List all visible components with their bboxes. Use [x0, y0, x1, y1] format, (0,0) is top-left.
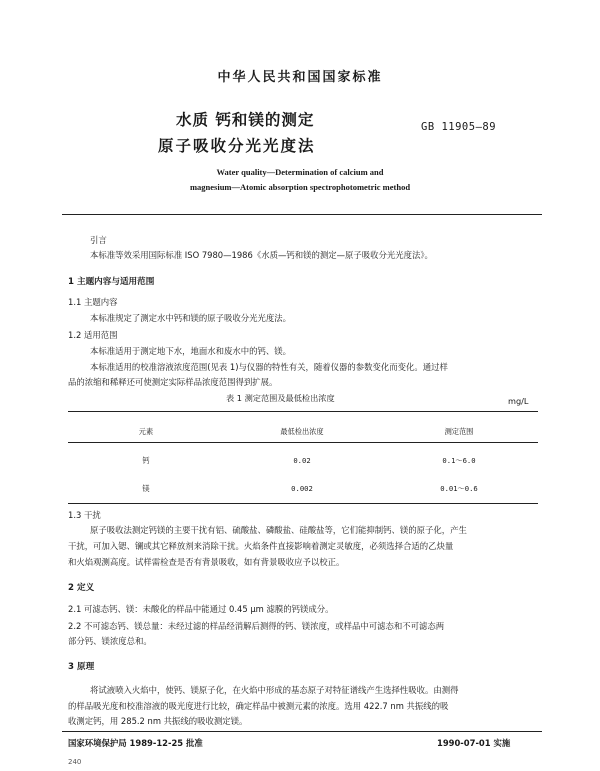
document-title-line1: 水质 钙和镁的测定: [176, 111, 315, 129]
section1-1-heading: 1.1 主题内容: [68, 297, 118, 307]
footer-divider: [62, 731, 542, 732]
table-cell: 0.1～6.0: [442, 456, 476, 465]
table1-header-range: 测定范围: [444, 427, 474, 436]
section1-3-line2: 干扰，可加入锶、镧或其它释放剂来消除干扰。火焰条件直接影响着测定灵敏度，必须选择合适的乙炔量: [68, 541, 454, 551]
intro-heading: 引言: [90, 235, 107, 245]
table1-header-element: 元素: [138, 427, 154, 436]
section1-2-heading: 1.2 适用范围: [68, 330, 118, 340]
section1-3-heading: 1.3 干扰: [68, 510, 101, 520]
section1-3-line1: 原子吸收法测定钙镁的主要干扰有铝、硫酸盐、磷酸盐、硅酸盐等，它们能抑制钙、镁的原子化，产生: [90, 525, 467, 535]
section3-line1: 将试液喷入火焰中，使钙、镁原子化，在火焰中形成的基态原子对特征谱线产生选择性吸收。由测得: [90, 685, 459, 695]
section2-heading: 2 定义: [68, 583, 95, 593]
section1-2-text2-line2: 品的浓缩和稀释还可使测定实际样品浓度范围得到扩展。: [68, 377, 278, 387]
section1-heading: 1 主题内容与适用范围: [68, 277, 155, 287]
section3-line3: 收测定钙，用 285.2 nm 共振线的吸收测定镁。: [68, 716, 248, 726]
country-standard-heading: 中华人民共和国国家标准: [217, 70, 383, 85]
header-divider: [62, 214, 542, 215]
table-cell: 0.02: [293, 456, 311, 465]
table-cell: 0.002: [291, 484, 313, 493]
table1-bottom-rule: [68, 503, 538, 504]
table1-header-rule: [68, 442, 538, 443]
section2-def2-line1: 2.2 不可滤态钙、镁总量：未经过滤的样品经消解后测得的钙、镁浓度，或样品中可滤态和不可滤态两: [68, 621, 445, 631]
english-title-line1: Water quality—Determination of calcium and: [216, 167, 384, 177]
section1-3-line3: 和火焰观测高度。试样需检查是否有背景吸收，如有背景吸收应予以校正。: [68, 557, 345, 567]
implementation-date: 1990-07-01 实施: [437, 738, 511, 748]
approval-date: 国家环境保护局 1989-12-25 批准: [68, 738, 203, 748]
table1-title: 表 1 测定范围及最低检出浓度: [226, 393, 335, 403]
intro-text: 本标准等效采用国际标准 ISO 7980—1986《水质—钙和镁的测定—原子吸收分光光度法》。: [90, 250, 433, 260]
section1-2-text2-line1: 本标准适用的校准溶液浓度范围(见表 1)与仪器的特性有关，随着仪器的参数变化而变化。通过样: [90, 362, 448, 372]
page-number: 240: [68, 758, 82, 766]
section1-1-text: 本标准规定了测定水中钙和镁的原子吸收分光光度法。: [90, 313, 291, 323]
section3-heading: 3 原理: [68, 662, 95, 672]
table-cell: 0.01～0.6: [440, 484, 478, 493]
table-cell: 钙: [142, 456, 150, 465]
section1-2-text1: 本标准适用于测定地下水，地面水和废水中的钙、镁。: [90, 346, 291, 356]
standard-code: GB 11905—89: [421, 121, 497, 133]
section3-line2: 的样品吸光度和校准溶液的吸光度进行比较，确定样品中被测元素的浓度。选用 422.7 nm 共振线的吸: [68, 701, 449, 711]
document-title-line2: 原子吸收分光光度法: [158, 137, 316, 155]
section2-def1: 2.1 可滤态钙、镁：未酸化的样品中能通过 0.45 μm 滤膜的钙镁成分。: [68, 604, 334, 614]
table-cell: 镁: [142, 484, 150, 493]
section2-def2-line2: 部分钙、镁浓度总和。: [68, 636, 152, 646]
table1-top-rule: [68, 411, 538, 412]
table1-unit: mg/L: [508, 396, 529, 406]
english-title-line2: magnesium—Atomic absorption spectrophotometric method: [189, 182, 411, 192]
table1-header-detection-limit: 最低检出浓度: [280, 427, 324, 436]
